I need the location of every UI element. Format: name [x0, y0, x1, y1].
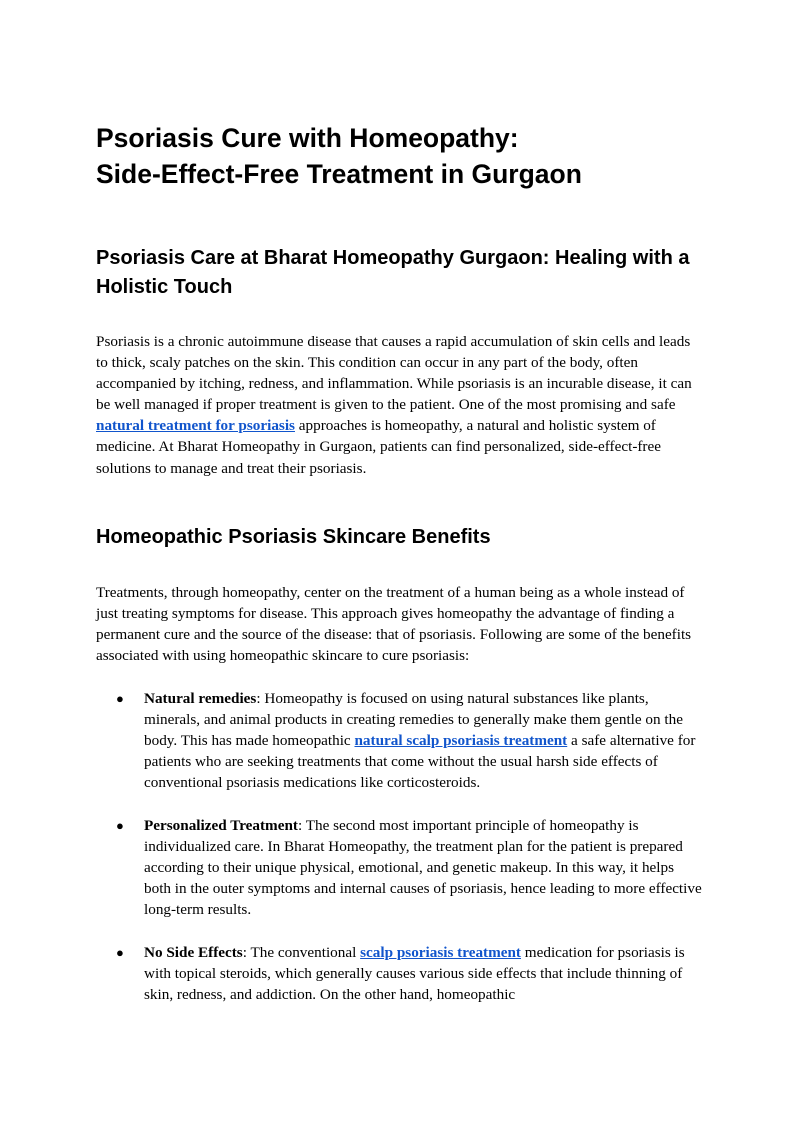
list-item-no-side-effects: [116, 942, 704, 1005]
document-title-line-2: Side-Effect-Free Treatment in Gurgaon: [96, 159, 582, 189]
bullet-icon: ●: [116, 945, 124, 960]
list-item-label: Personalized Treatment: [144, 817, 298, 834]
document-title: [96, 120, 700, 192]
list-item-text: medication for psoriasis is with topical steroids, which generally causes various side effects that include thinning of skin, redness, and addiction. On the other hand, homeopathic: [144, 944, 685, 1004]
section-heading-psoriasis-care: Psoriasis Care at Bharat Homeopathy Gurgaon: Healing with a Holistic Touch: [96, 247, 690, 298]
list-item-text: a safe alternative for patients who are seeking treatments that come without the usual harsh side effects of conventional psoriasis medications like corticosteroids.: [144, 732, 696, 792]
paragraph-text: Psoriasis is a chronic autoimmune disease that causes a rapid accumulation of skin cells and leads to thick, scaly patches on the skin. This condition can occur in any part of the body, often accompanied by itching, redness, and inflammation. While psoriasis is an incurable disease, it can be well managed if proper treatment is given to the patient. One of the most promising and safe: [96, 333, 692, 414]
list-item-text: : The conventional: [242, 944, 361, 961]
link-natural-treatment-for-psoriasis[interactable]: natural treatment for psoriasis: [96, 417, 295, 435]
section-heading-skincare-benefits: Homeopathic Psoriasis Skincare Benefits: [96, 526, 491, 548]
paragraph-psoriasis-intro: [96, 331, 702, 479]
bullet-icon: ●: [116, 691, 124, 706]
list-item-label: No Side Effects: [144, 944, 243, 961]
paragraph-benefits-intro: Treatments, through homeopathy, center on the treatment of a human being as a whole instead of just treating symptoms for disease. This approach gives homeopathy the advantage of finding a permanent cure and the source of the disease: that of psoriasis. Following are some of the benefits associated with using homeopathic skincare to cure psoriasis:: [96, 584, 692, 665]
document-title-line-1: Psoriasis Cure with Homeopathy:: [96, 123, 519, 153]
paragraph-text: approaches is homeopathy, a natural and holistic system of medicine. At Bharat Homeopathy in Gurgaon, patients can find personalized, side-effect-free solutions to manage and treat their psoriasis.: [96, 417, 661, 477]
list-item-label: Natural remedies: [144, 690, 257, 707]
list-item-text: : The second most important principle of homeopathy is individualized care. In Bharat Homeopathy, the treatment plan for the patient is prepared according to their unique physical, emotional, and genetic makeup. In this way, it helps both in the outer symptoms and internal causes of psoriasis, hence leading to more effective long-term results.: [144, 817, 702, 919]
list-item-text: : Homeopathy is focused on using natural substances like plants, minerals, and animal products in creating remedies to generally make them gentle on the body. This has made homeopathic: [144, 690, 683, 750]
link-natural-scalp-psoriasis-treatment[interactable]: natural scalp psoriasis treatment: [354, 732, 568, 750]
bullet-icon: ●: [116, 818, 124, 833]
link-scalp-psoriasis-treatment[interactable]: scalp psoriasis treatment: [360, 944, 521, 961]
list-item-natural-remedies: [116, 688, 704, 793]
list-item-personalized-treatment: [116, 815, 704, 920]
